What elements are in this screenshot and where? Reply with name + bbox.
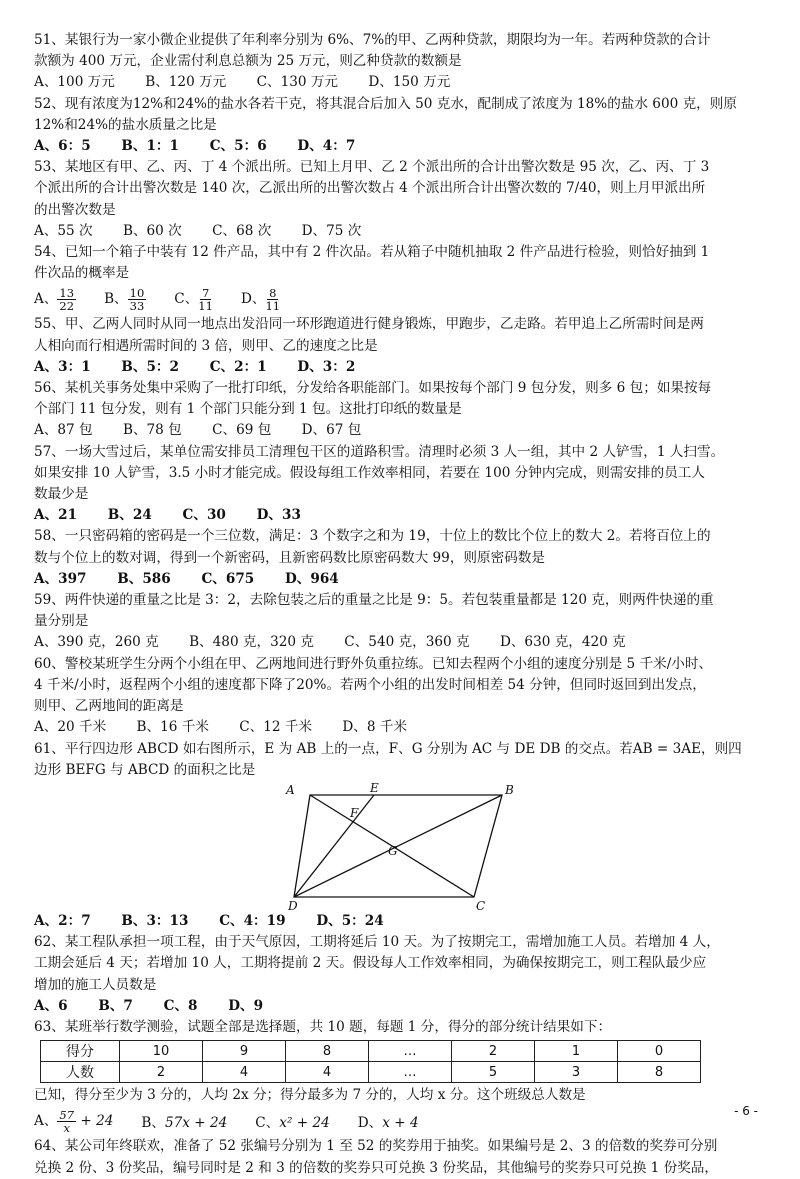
option-label: C、 <box>255 1115 280 1132</box>
options <box>34 569 774 590</box>
question-text: 款额为 400 万元，企业需付利息总额为 25 万元，则乙种贷款的数额是 <box>34 53 462 70</box>
question-text: 兑换 2 份、3 份奖品，编号同时是 2 和 3 的倍数的奖券只可兑换 3 份奖品，其他编号的奖券只可兑换 1 份奖品， <box>34 1159 718 1176</box>
question-text: 62、某工程队承担一项工程，由于天气原因，工期将延后 10 天。为了按期完工，需增加施工人员。若增加 4 人， <box>34 934 720 951</box>
table-cell: 4 <box>203 1062 286 1083</box>
option-a[interactable] <box>34 1109 113 1134</box>
label-f: F <box>350 805 359 820</box>
options <box>34 136 774 157</box>
diagonal-db <box>294 795 502 897</box>
numerator: 57 <box>59 1107 75 1122</box>
option-d[interactable]: D、964 <box>285 570 339 587</box>
table-row <box>41 1041 701 1062</box>
option-d[interactable]: D、75 次 <box>301 222 362 239</box>
score-table <box>40 1040 701 1083</box>
label-e: E <box>370 782 379 795</box>
question-text: 边形 BEFG 与 ABCD 的面积之比是 <box>34 761 256 778</box>
parallelogram-figure <box>282 783 522 911</box>
question-58 <box>34 526 774 590</box>
option-d[interactable] <box>358 1111 419 1131</box>
options <box>34 221 774 242</box>
option-d[interactable]: D、5：24 <box>316 912 384 929</box>
option-c[interactable]: C、2：1 <box>209 358 267 375</box>
option-a[interactable]: A、87 包 <box>34 422 93 439</box>
options <box>34 996 774 1017</box>
question-text: 4 千米/小时，返程两个小组的速度都下降了20%。若两个小组的出发时间相差 54 分钟，但同时返回到出发点， <box>34 676 706 693</box>
option-a[interactable]: A、20 千米 <box>34 719 107 736</box>
option-label: A、 <box>34 290 58 307</box>
options <box>34 420 774 441</box>
question-text: 59、两件快递的重量之比是 3：2，去除包装之后的重量之比是 9：5。若包装重量都是 120 克，则两件快递的重 <box>34 592 714 609</box>
question-55 <box>34 314 774 378</box>
question-text: 则甲、乙两地间的距离是 <box>34 698 184 715</box>
options <box>34 72 774 93</box>
option-a[interactable]: A、55 次 <box>34 222 93 239</box>
question-60 <box>34 654 774 739</box>
question-text: 如果安排 10 人铲雪，3.5 小时才能完成。假设每组工作效率相同，若要在 100 分钟内完成，则需安排的员工人 <box>34 464 705 481</box>
option-d[interactable]: D、4：7 <box>297 138 356 155</box>
label-a: A <box>286 782 295 797</box>
option-d[interactable]: D、630 克，420 克 <box>499 634 626 651</box>
option-c[interactable]: C、130 万元 <box>256 74 339 91</box>
label-g: G <box>388 843 398 858</box>
question-56 <box>34 378 774 442</box>
denominator: 33 <box>129 298 145 313</box>
numerator: 7 <box>201 285 210 300</box>
question-61 <box>34 739 774 933</box>
option-c[interactable]: C、675 <box>201 570 255 587</box>
option-c[interactable]: C、30 <box>182 507 226 524</box>
option-b[interactable]: B、7 <box>98 997 133 1014</box>
option-b[interactable]: B、1：1 <box>121 138 179 155</box>
question-text: 51、某银行为一家小微企业提供了年利率分别为 6%、7%的甲、乙两种贷款，期限均为一年。若两种贷款的合计 <box>34 32 711 48</box>
question-text: 量分别是 <box>34 613 89 630</box>
option-d[interactable]: D、67 包 <box>301 422 362 439</box>
table-cell: 0 <box>618 1041 701 1062</box>
label-d: D <box>288 898 298 911</box>
option-a[interactable]: A、390 克，260 克 <box>34 634 159 651</box>
option-d[interactable]: D、9 <box>228 997 264 1014</box>
exam-page <box>34 30 774 1179</box>
option-c[interactable]: C、4：19 <box>219 912 286 929</box>
option-a[interactable]: A、397 <box>34 570 87 587</box>
table-cell: 2 <box>120 1062 203 1083</box>
denominator: 11 <box>198 298 213 313</box>
expression: x² + 24 <box>279 1115 330 1132</box>
option-c[interactable]: C、12 千米 <box>239 719 313 736</box>
options <box>34 284 774 314</box>
option-d[interactable]: D、3：2 <box>297 358 356 375</box>
option-c[interactable]: C、5：6 <box>209 138 267 155</box>
option-b[interactable]: B、16 千米 <box>136 719 209 736</box>
fraction <box>265 287 280 312</box>
option-b[interactable]: B、480 克，320 克 <box>189 634 314 651</box>
option-a[interactable]: A、2：7 <box>34 912 91 929</box>
option-b[interactable]: B、3：13 <box>121 912 189 929</box>
question-text: 60、警校某班学生分两个小组在甲、乙两地间进行野外负重拉练。已知去程两个小组的速度分别是 5 千米/小时、 <box>34 655 713 672</box>
question-text: 53、某地区有甲、乙、丙、丁 4 个派出所。已知上月甲、乙 2 个派出所的合计出警次数是 95 次，乙、丙、丁 3 <box>34 159 710 176</box>
options <box>34 505 774 526</box>
question-text: 工期会延后 4 天；若增加 10 人，工期将提前 2 天。假设每人工作效率相同，为确保按期完工，则工程队最少应 <box>34 955 707 972</box>
options <box>34 911 774 932</box>
question-text: 数最少是 <box>34 486 89 503</box>
question-text: 54、已知一个箱子中装有 12 件产品，其中有 2 件次品。若从箱子中随机抽取 2 件产品进行检验，则恰好抽到 1 <box>34 244 710 261</box>
table-cell: 8 <box>618 1062 701 1083</box>
option-b[interactable]: B、78 包 <box>122 422 182 439</box>
table-cell: 9 <box>203 1041 286 1062</box>
question-text: 的出警次数是 <box>34 201 116 218</box>
question-text: 56、某机关事务处集中采购了一批打印纸，分发给各职能部门。如果按每个部门 9 包分发，则多 6 包；如果按每 <box>34 380 712 397</box>
option-label: D、 <box>240 290 266 307</box>
denominator: x <box>63 1120 70 1135</box>
option-a[interactable]: A、3：1 <box>34 358 91 375</box>
table-cell: 8 <box>286 1041 369 1062</box>
option-b[interactable]: B、60 次 <box>122 222 182 239</box>
label-b: B <box>505 782 514 797</box>
table-cell: 4 <box>286 1062 369 1083</box>
option-a[interactable] <box>34 287 76 312</box>
options <box>34 357 774 378</box>
question-text: 52、现有浓度为12%和24%的盐水各若干克，将其混合后加入 50 克水，配制成了浓度为 18%的盐水 600 克，则原 <box>34 95 737 112</box>
page-number: - 6 - <box>734 1104 758 1118</box>
question-text: 12%和24%的盐水质量之比是 <box>34 116 217 133</box>
question-text: 数与个位上的数对调，得到一个新密码，且新密码数比原密码数大 99，则原密码数是 <box>34 549 545 566</box>
option-label: B、 <box>104 290 128 307</box>
option-d[interactable]: D、33 <box>256 507 301 524</box>
table-cell: … <box>369 1041 452 1062</box>
option-b[interactable]: B、5：2 <box>121 358 179 375</box>
fraction <box>198 287 213 312</box>
question-51 <box>34 30 774 94</box>
question-52 <box>34 94 774 158</box>
question-64 <box>34 1136 774 1178</box>
numerator: 10 <box>129 285 145 300</box>
option-label: B、 <box>141 1115 165 1132</box>
table-header: 人数 <box>41 1062 120 1083</box>
question-text: 个派出所的合计出警次数是 140 次，乙派出所的出警次数占 4 个派出所合计出警次数的 7/40，则上月甲派出所 <box>34 180 706 197</box>
question-text: 61、平行四边形 ABCD 如右图所示，E 为 AB 上的一点，F、G 分别为 AC 与 DE DB 的交点。若AB = 3AE，则四 <box>34 740 742 757</box>
option-label: A、 <box>34 1112 58 1129</box>
table-cell: … <box>369 1062 452 1083</box>
question-text: 63、某班举行数学测验，试题全部是选择题，共 10 题，每题 1 分，得分的部分统计结果如下： <box>34 1018 612 1035</box>
numerator: 8 <box>269 285 277 300</box>
fraction <box>128 287 147 312</box>
fraction <box>57 1109 76 1134</box>
table-cell: 1 <box>535 1041 618 1062</box>
denominator: 22 <box>59 298 75 313</box>
fraction <box>57 287 76 312</box>
numerator: 13 <box>59 285 75 300</box>
option-b[interactable] <box>104 287 146 312</box>
option-c[interactable]: C、540 克，360 克 <box>344 634 470 651</box>
option-a[interactable]: A、6 <box>34 997 68 1014</box>
options <box>34 632 774 653</box>
question-text: 58、一只密码箱的密码是一个三位数，满足：3 个数字之和为 19，十位上的数比个位上的数大 2。若将百位上的 <box>34 528 711 545</box>
question-text: 件次品的概率是 <box>34 265 130 282</box>
option-c[interactable] <box>255 1111 329 1131</box>
question-text: 57、一场大雪过后，某单位需安排员工清理包干区的道路积雪。清理时必须 3 人一组，其中 2 人铲雪，1 人扫雪。 <box>34 443 725 460</box>
option-label: D、 <box>357 1115 383 1132</box>
option-d[interactable]: D、150 万元 <box>368 74 451 91</box>
option-c[interactable] <box>174 287 213 312</box>
question-text: 人相向而行相遇所需时间的 3 倍，则甲、乙的速度之比是 <box>34 337 378 354</box>
option-c[interactable]: C、8 <box>163 997 198 1014</box>
question-54 <box>34 242 774 314</box>
expression: x + 4 <box>382 1115 419 1132</box>
question-text: 64、某公司年终联欢，准备了 52 张编号分别为 1 至 52 的奖券用于抽奖。如果编号是 2、3 的倍数的奖券可分别 <box>34 1138 718 1155</box>
question-62 <box>34 932 774 1017</box>
option-d[interactable]: D、8 千米 <box>342 719 408 736</box>
option-b[interactable]: B、586 <box>117 570 171 587</box>
option-d[interactable] <box>241 287 280 312</box>
question-text: 个部门 11 包分发，则有 1 个部门只能分到 1 包。这批打印纸的数量是 <box>34 401 462 418</box>
expression-tail: + 24 <box>80 1112 114 1129</box>
table-row <box>41 1062 701 1083</box>
expression: 57x + 24 <box>165 1115 228 1132</box>
table-cell: 3 <box>535 1062 618 1083</box>
option-c[interactable]: C、68 次 <box>212 222 272 239</box>
option-b[interactable]: B、24 <box>107 507 152 524</box>
option-a[interactable]: A、21 <box>34 507 78 524</box>
table-cell: 2 <box>452 1041 535 1062</box>
option-a[interactable]: A、100 万元 <box>34 74 115 91</box>
table-cell: 5 <box>452 1062 535 1083</box>
label-c: C <box>476 898 486 911</box>
table-cell: 10 <box>120 1041 203 1062</box>
option-b[interactable]: B、120 万元 <box>145 74 227 91</box>
question-53 <box>34 157 774 242</box>
denominator: 11 <box>265 298 281 313</box>
question-text: 增加的施工人员数是 <box>34 976 157 993</box>
question-59 <box>34 590 774 654</box>
question-57 <box>34 442 774 527</box>
option-c[interactable]: C、69 包 <box>212 422 272 439</box>
question-63 <box>34 1017 774 1136</box>
table-header: 得分 <box>41 1041 120 1062</box>
option-b[interactable] <box>141 1111 227 1131</box>
option-label: C、 <box>174 290 199 307</box>
question-text: 已知，得分至少为 3 分的，人均 2x 分；得分最多为 7 分的，人均 x 分。这个班级总人数是 <box>34 1087 586 1104</box>
question-text: 55、甲、乙两人同时从同一地点出发沿同一环形跑道进行健身锻炼，甲跑步，乙走路。若甲追上乙所需时间是两 <box>34 316 704 333</box>
option-a[interactable]: A、6：5 <box>34 138 91 155</box>
options <box>34 717 774 738</box>
